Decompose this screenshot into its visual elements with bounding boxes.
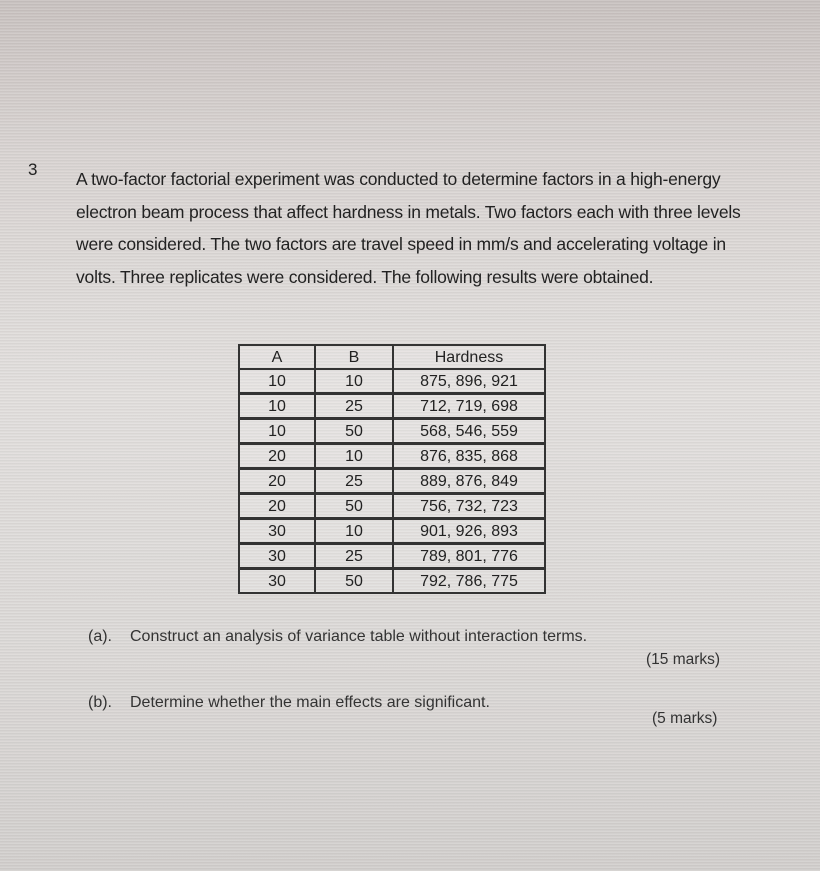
cell-b: 10 [315, 369, 393, 394]
cell-b: 25 [315, 469, 393, 494]
part-b-text: Determine whether the main effects are significant. [130, 694, 490, 711]
part-a-text: Construct an analysis of variance table without interaction terms. [130, 628, 588, 645]
cell-b: 50 [315, 419, 393, 444]
table-row [239, 369, 545, 394]
cell-a: 20 [239, 494, 315, 519]
cell-hardness: 889, 876, 849 [393, 469, 545, 494]
question-text: A two-factor factorial experiment was conducted to determine factors in a high-energy electron beam process that affect hardness in metals. Two factors each with three levels were considered. The two factors are travel speed in mm/s and accelerating voltage in volts. Three replicates were considered. The following results were obtained. [76, 169, 741, 287]
table-row [239, 419, 545, 444]
cell-hardness: 875, 896, 921 [393, 369, 545, 394]
cell-a: 20 [239, 469, 315, 494]
cell-b: 25 [315, 544, 393, 569]
table-row [239, 494, 545, 519]
part-a-label: (a). [88, 628, 112, 645]
cell-a: 30 [239, 519, 315, 544]
cell-b: 25 [315, 394, 393, 419]
table-row [239, 519, 545, 544]
cell-a: 10 [239, 419, 315, 444]
cell-hardness: 712, 719, 698 [393, 394, 545, 419]
part-b-marks: (5 marks) [652, 710, 718, 727]
question-number: 3 [28, 160, 38, 179]
cell-hardness: 568, 546, 559 [393, 419, 545, 444]
cell-a: 30 [239, 569, 315, 594]
cell-b: 10 [315, 519, 393, 544]
header-hardness: Hardness [393, 345, 545, 369]
table-row [239, 544, 545, 569]
table-row [239, 569, 545, 594]
part-a-marks: (15 marks) [646, 651, 721, 668]
table-row [239, 444, 545, 469]
header-b: B [315, 345, 393, 369]
part-b-label: (b). [88, 694, 112, 711]
cell-a: 10 [239, 369, 315, 394]
cell-b: 10 [315, 444, 393, 469]
cell-hardness: 756, 732, 723 [393, 494, 545, 519]
header-a: A [239, 345, 315, 369]
cell-b: 50 [315, 569, 393, 594]
part-a [88, 628, 587, 646]
table-header-row [239, 345, 545, 369]
cell-hardness: 792, 786, 775 [393, 569, 545, 594]
part-b [88, 694, 490, 712]
cell-a: 20 [239, 444, 315, 469]
cell-hardness: 901, 926, 893 [393, 519, 545, 544]
cell-b: 50 [315, 494, 393, 519]
cell-hardness: 876, 835, 868 [393, 444, 545, 469]
table-row [239, 469, 545, 494]
table-row [239, 394, 545, 419]
cell-a: 10 [239, 394, 315, 419]
cell-hardness: 789, 801, 776 [393, 544, 545, 569]
hardness-table [238, 344, 546, 594]
cell-a: 30 [239, 544, 315, 569]
